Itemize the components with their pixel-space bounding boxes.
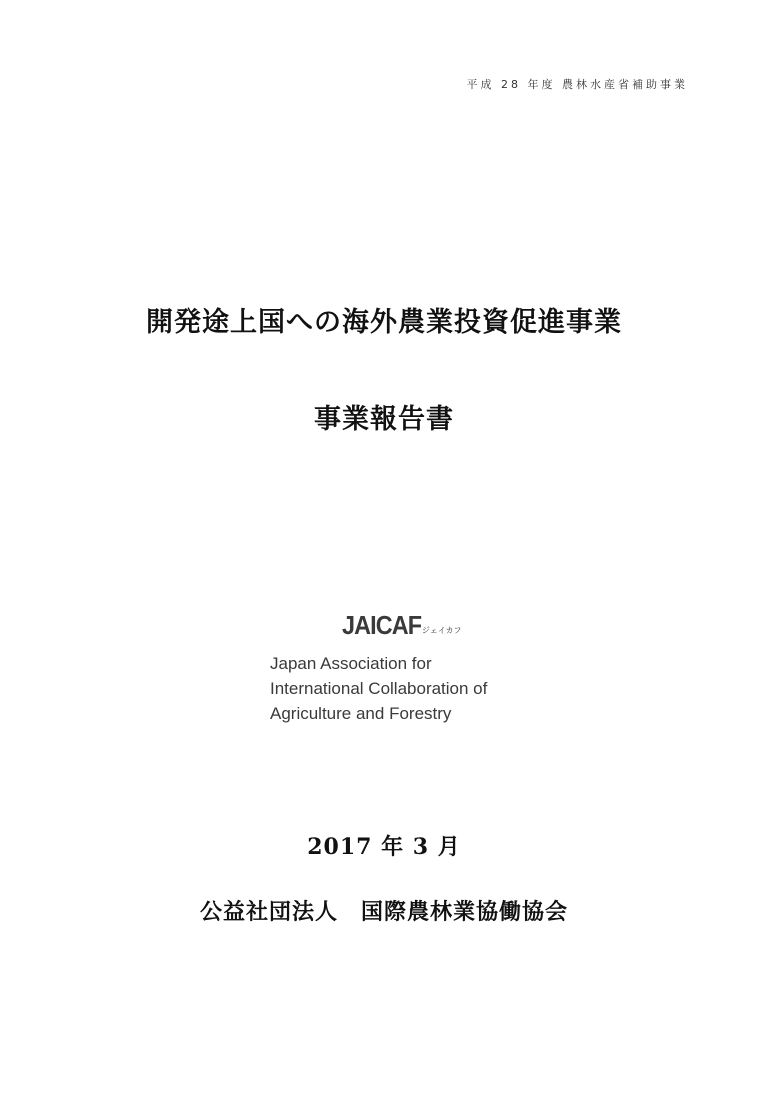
report-subtitle: 事業報告書 — [314, 404, 454, 435]
publisher-name: 公益社団法人 国際農林業協働協会 — [199, 899, 568, 925]
org-name-line: Agriculture and Forestry — [270, 704, 452, 723]
subsidy-note: 平成 28 年度 農林水産省補助事業 — [466, 78, 688, 91]
org-name-line: International Collaboration of — [270, 679, 488, 698]
publication-date: 2017 年 3 月 — [307, 834, 461, 860]
organization-english-name — [270, 651, 487, 726]
jaicaf-logo — [342, 612, 462, 638]
report-title: 開発途上国への海外農業投資促進事業 — [146, 307, 622, 338]
logo-wordmark: JAICAF — [342, 610, 422, 640]
org-name-line: Japan Association for — [270, 654, 432, 673]
logo-kana: ジェイカフ — [421, 626, 462, 635]
